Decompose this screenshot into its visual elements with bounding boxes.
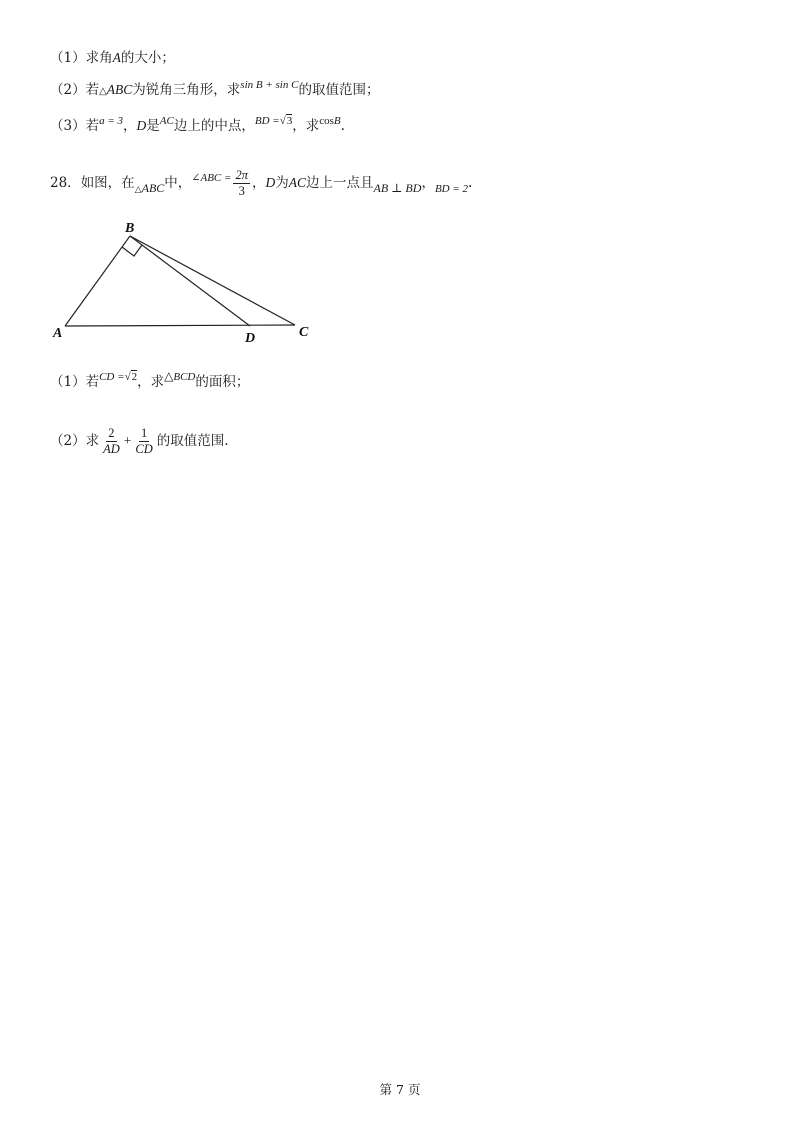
fraction-1-over-CD: $\frac{1}{CD}$ [135,426,153,456]
triangle-figure [45,212,335,347]
prev-question-1: （1）求角A的大小； [50,50,175,66]
sub-question-1: （1）若$^{CD =√2}$，求△$^{BCD}$的面积； [50,369,250,390]
problem-28-statement: 28．如图，在$_\triangle$ABC中，$^{\angle ABC =}$ $\frac{2\pi}{3}$ ，D为AC边上一点且AB ⊥ BD，$_{BD = 2}$. [50,168,473,198]
vertex-label-D: D [245,331,256,346]
right-angle-mark [122,245,142,256]
page-footer: 第 7 页 [379,1082,421,1097]
segment-AB [65,236,130,326]
prev-question-2: （2）若△ABC为锐角三角形，求$^{sin B + sin C}$的取值范围； [50,79,380,98]
prev-question-3: （3）若$^{a = 3}$，D是$^{AC}$边上的中点，$^{BD =√3}$，求$^{cosB}$. [50,115,345,134]
vertex-label-A: A [53,326,63,341]
fraction-2-over-AD: $\frac{2}{AD}$ [103,426,120,456]
vertex-label-B: B [125,221,135,236]
vertex-label-C: C [299,325,309,340]
segment-AC [65,325,295,326]
segment-BD [130,236,250,326]
problem-number: 28． [50,175,81,191]
sub-question-2: （2）求 $\frac{2}{AD}$ + $\frac{1}{CD}$ 的取值范围. [50,426,229,456]
segment-BC [130,236,295,325]
fraction-2pi-over-3: $\frac{2\pi}{3}$ [235,168,248,198]
